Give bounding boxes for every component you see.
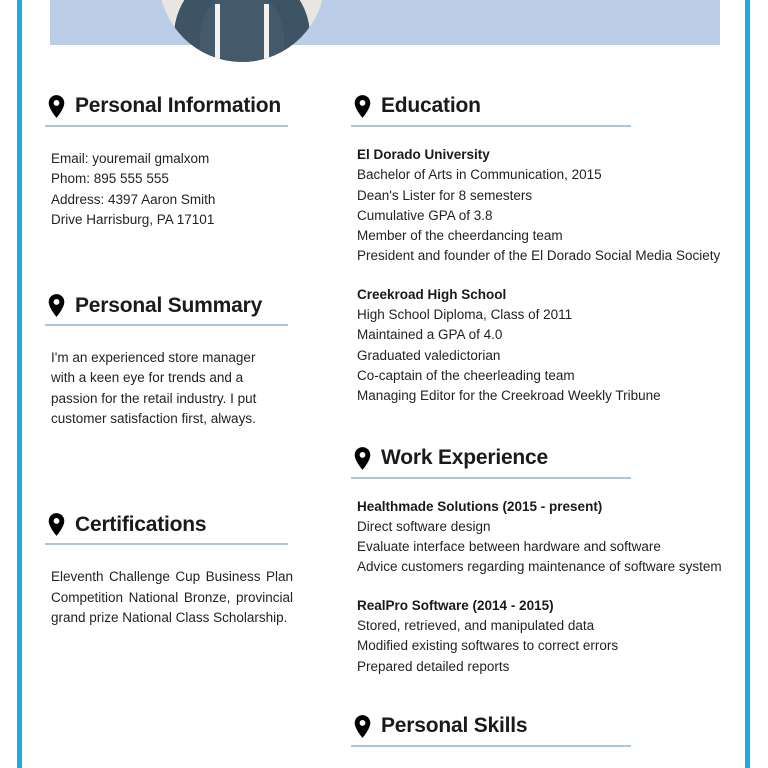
section-header bbox=[351, 447, 743, 470]
left-accent-border bbox=[17, 0, 22, 768]
avatar bbox=[159, 0, 325, 62]
section-header bbox=[45, 513, 293, 536]
info-line: Email: youremail gmalxom bbox=[51, 151, 210, 166]
entry-line: Bachelor of Arts in Communication, 2015 bbox=[357, 167, 602, 183]
summary-line: customer satisfaction first, always. bbox=[51, 411, 256, 427]
section-certifications bbox=[45, 513, 293, 628]
left-column bbox=[45, 95, 293, 628]
entry-line: Maintained a GPA of 4.0 bbox=[357, 327, 503, 343]
info-line: Address: 4397 Aaron Smith bbox=[51, 191, 216, 207]
section-personal-skills bbox=[351, 715, 743, 747]
entry-line: Member of the cheerdancing team bbox=[357, 228, 563, 244]
section-title: Personal Information bbox=[75, 94, 282, 118]
entry-line: Evaluate interface between hardware and software bbox=[357, 539, 661, 555]
info-line: Drive Harrisburg, PA 17101 bbox=[51, 211, 215, 227]
info-line: Phom: 895 555 555 bbox=[51, 171, 169, 187]
avatar-collar-stripe-right bbox=[264, 4, 269, 62]
summary-line: I'm an experienced store manager bbox=[51, 350, 256, 366]
location-pin-icon bbox=[48, 95, 65, 118]
section-personal-information bbox=[45, 95, 293, 230]
avatar-shirt bbox=[200, 0, 284, 62]
entry-title: RealPro Software (2014 - 2015) bbox=[357, 597, 554, 613]
section-header bbox=[45, 95, 293, 118]
entry-line: Advice customers regarding maintenance of software system bbox=[357, 559, 722, 575]
entry-line: Modified existing softwares to correct errors bbox=[357, 638, 619, 654]
entry-line: Graduated valedictorian bbox=[357, 347, 501, 363]
entry-line: Cumulative GPA of 3.8 bbox=[357, 207, 493, 223]
right-accent-border bbox=[745, 0, 750, 768]
entry-title: Creekroad High School bbox=[357, 286, 507, 302]
entry-title: Healthmade Solutions (2015 - present) bbox=[357, 498, 603, 514]
location-pin-icon bbox=[354, 95, 371, 118]
entry-line: Stored, retrieved, and manipulated data bbox=[357, 618, 595, 634]
section-title: Certifications bbox=[75, 512, 207, 536]
personal-summary-body bbox=[45, 348, 293, 429]
section-title: Work Experience bbox=[381, 446, 549, 470]
section-header bbox=[45, 294, 293, 317]
entry-line: Dean's Lister for 8 semesters bbox=[357, 187, 533, 203]
section-title: Personal Summary bbox=[75, 293, 263, 317]
entry-line: High School Diploma, Class of 2011 bbox=[357, 307, 573, 323]
summary-line: passion for the retail industry. I put bbox=[51, 390, 257, 406]
entry-title: El Dorado University bbox=[357, 147, 490, 162]
location-pin-icon bbox=[48, 294, 65, 317]
work-entry bbox=[351, 497, 743, 578]
work-entry bbox=[351, 596, 743, 677]
location-pin-icon bbox=[354, 447, 371, 470]
header-banner bbox=[50, 0, 720, 45]
section-underline bbox=[351, 745, 631, 747]
avatar-collar-stripe-left bbox=[215, 4, 220, 62]
entry-line: Managing Editor for the Creekroad Weekly Tribune bbox=[357, 388, 661, 404]
personal-information-body bbox=[45, 149, 293, 230]
section-title: Personal Skills bbox=[381, 714, 528, 738]
right-column bbox=[351, 95, 743, 747]
section-title: Education bbox=[381, 94, 481, 118]
summary-line: with a keen eye for trends and a bbox=[51, 370, 244, 386]
section-work-experience bbox=[351, 447, 743, 677]
location-pin-icon bbox=[354, 715, 371, 738]
education-entry bbox=[351, 145, 743, 267]
section-header bbox=[351, 715, 743, 738]
section-header bbox=[351, 95, 743, 118]
entry-line: Direct software design bbox=[357, 518, 491, 534]
entry-line: President and founder of the El Dorado Social Media Society bbox=[357, 248, 721, 264]
location-pin-icon bbox=[48, 513, 65, 536]
certifications-body: Eleventh Challenge Cup Business Plan Competition National Bronze, provincial grand prize National Class Scholarship. bbox=[51, 569, 293, 625]
section-education bbox=[351, 95, 743, 407]
education-entry bbox=[351, 285, 743, 407]
entry-line: Co-captain of the cheerleading team bbox=[357, 367, 575, 383]
entry-line: Prepared detailed reports bbox=[357, 658, 510, 674]
section-personal-summary bbox=[45, 294, 293, 429]
